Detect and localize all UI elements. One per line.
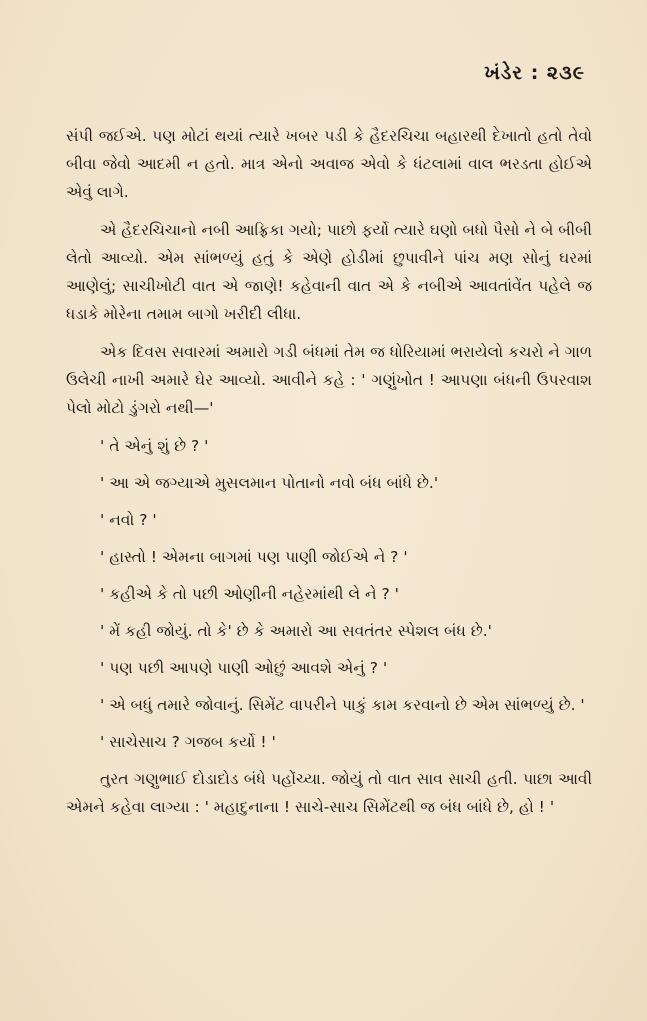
paragraph: તુરત ગણુભાઈ દોડાદોડ બંધે પહોંચ્યા. જોયું તો વાત સાવ સાચી હતી. પાછા આવી એમને કહેવા લાગ્યા : ' મહાદુનાના ! સાચે-સાચ સિમેંટથી જ બંધ બાંધે છે, હો ! '	[66, 770, 592, 816]
dialogue-line: ' મેં કહી જોયું. તો કે' છે કે અમારો આ સવતંતર સ્પેશલ બંધ છે.'	[100, 622, 492, 640]
dialogue-line: ' તે એનું શું છે ? '	[100, 437, 209, 455]
dialogue-line: ' નવો ? '	[100, 511, 157, 529]
paragraph: એક દિવસ સવારમાં અમારો ગડી બંધમાં તેમ જ ધોરિયામાં ભરાયેલો કચરો ને ગાળ ઉલેચી નાખી અમારે ઘેર આવ્યો. આવીને કહે : ' ગણુંખોત ! આપણા બંધની ઉપરવાશ પેલો મોટો ડુંગરો નથી—'	[66, 343, 592, 417]
dialogue-line: ' એ બધું તમારે જોવાનું. સિમેંટ વાપરીને પાકું કામ કરવાનો છે એમ સાંભળ્યું છે. '	[100, 696, 585, 714]
dialogue-line: ' સાચેસાચ ? ગજબ કર્યો ! '	[100, 733, 276, 751]
dialogue-line: ' હાસ્તો ! એમના બાગમાં પણ પાણી જોઈએ ને ? '	[100, 548, 408, 566]
paragraph: સંપી જઈએ. પણ મોટાં થયાં ત્યારે ખબર પડી કે હૈદરચિચા બહારથી દેખાતો હતો તેવો બીવા જેવો આદમી ન હતો. માત્ર એનો અવાજ એવો કે ધંટલામાં વાલ ભરડતા હોઈએ એવું લાગે.	[66, 127, 592, 201]
dialogue-line: ' કહીએ કે તો પછી ઓણીની નહેરમાંથી લે ને ? '	[100, 585, 399, 603]
dialogue-line: ' આ એ જગ્યાએ મુસલમાન પોતાનો નવો બંધ બાંધે છે.'	[100, 474, 439, 492]
running-header: ખંડેર : ૨૩૯	[484, 62, 585, 84]
paragraph: એ હૈદરચિચાનો નબી આફ્રિકા ગયો; પાછો ફર્યો ત્યારે ઘણો બધો પૈસો ને બે બીબી લેતો આવ્યો. એમ સાંભળ્યું હતું કે એણે હોડીમાં છુપાવીને પાંચ મણ સોનું ઘરમાં આણેલું; સાચીખોટી વાત એ જાણે! કહેવાની વાત એ કે નબીએ આવતાંવેંત પહેલે જ ધડાકે મોરેના તમામ બાગો ખરીદી લીધા.	[66, 221, 592, 323]
dialogue-line: ' પણ પછી આપણે પાણી ઓછું આવશે એનું ? '	[100, 659, 388, 677]
body-text	[66, 122, 592, 831]
